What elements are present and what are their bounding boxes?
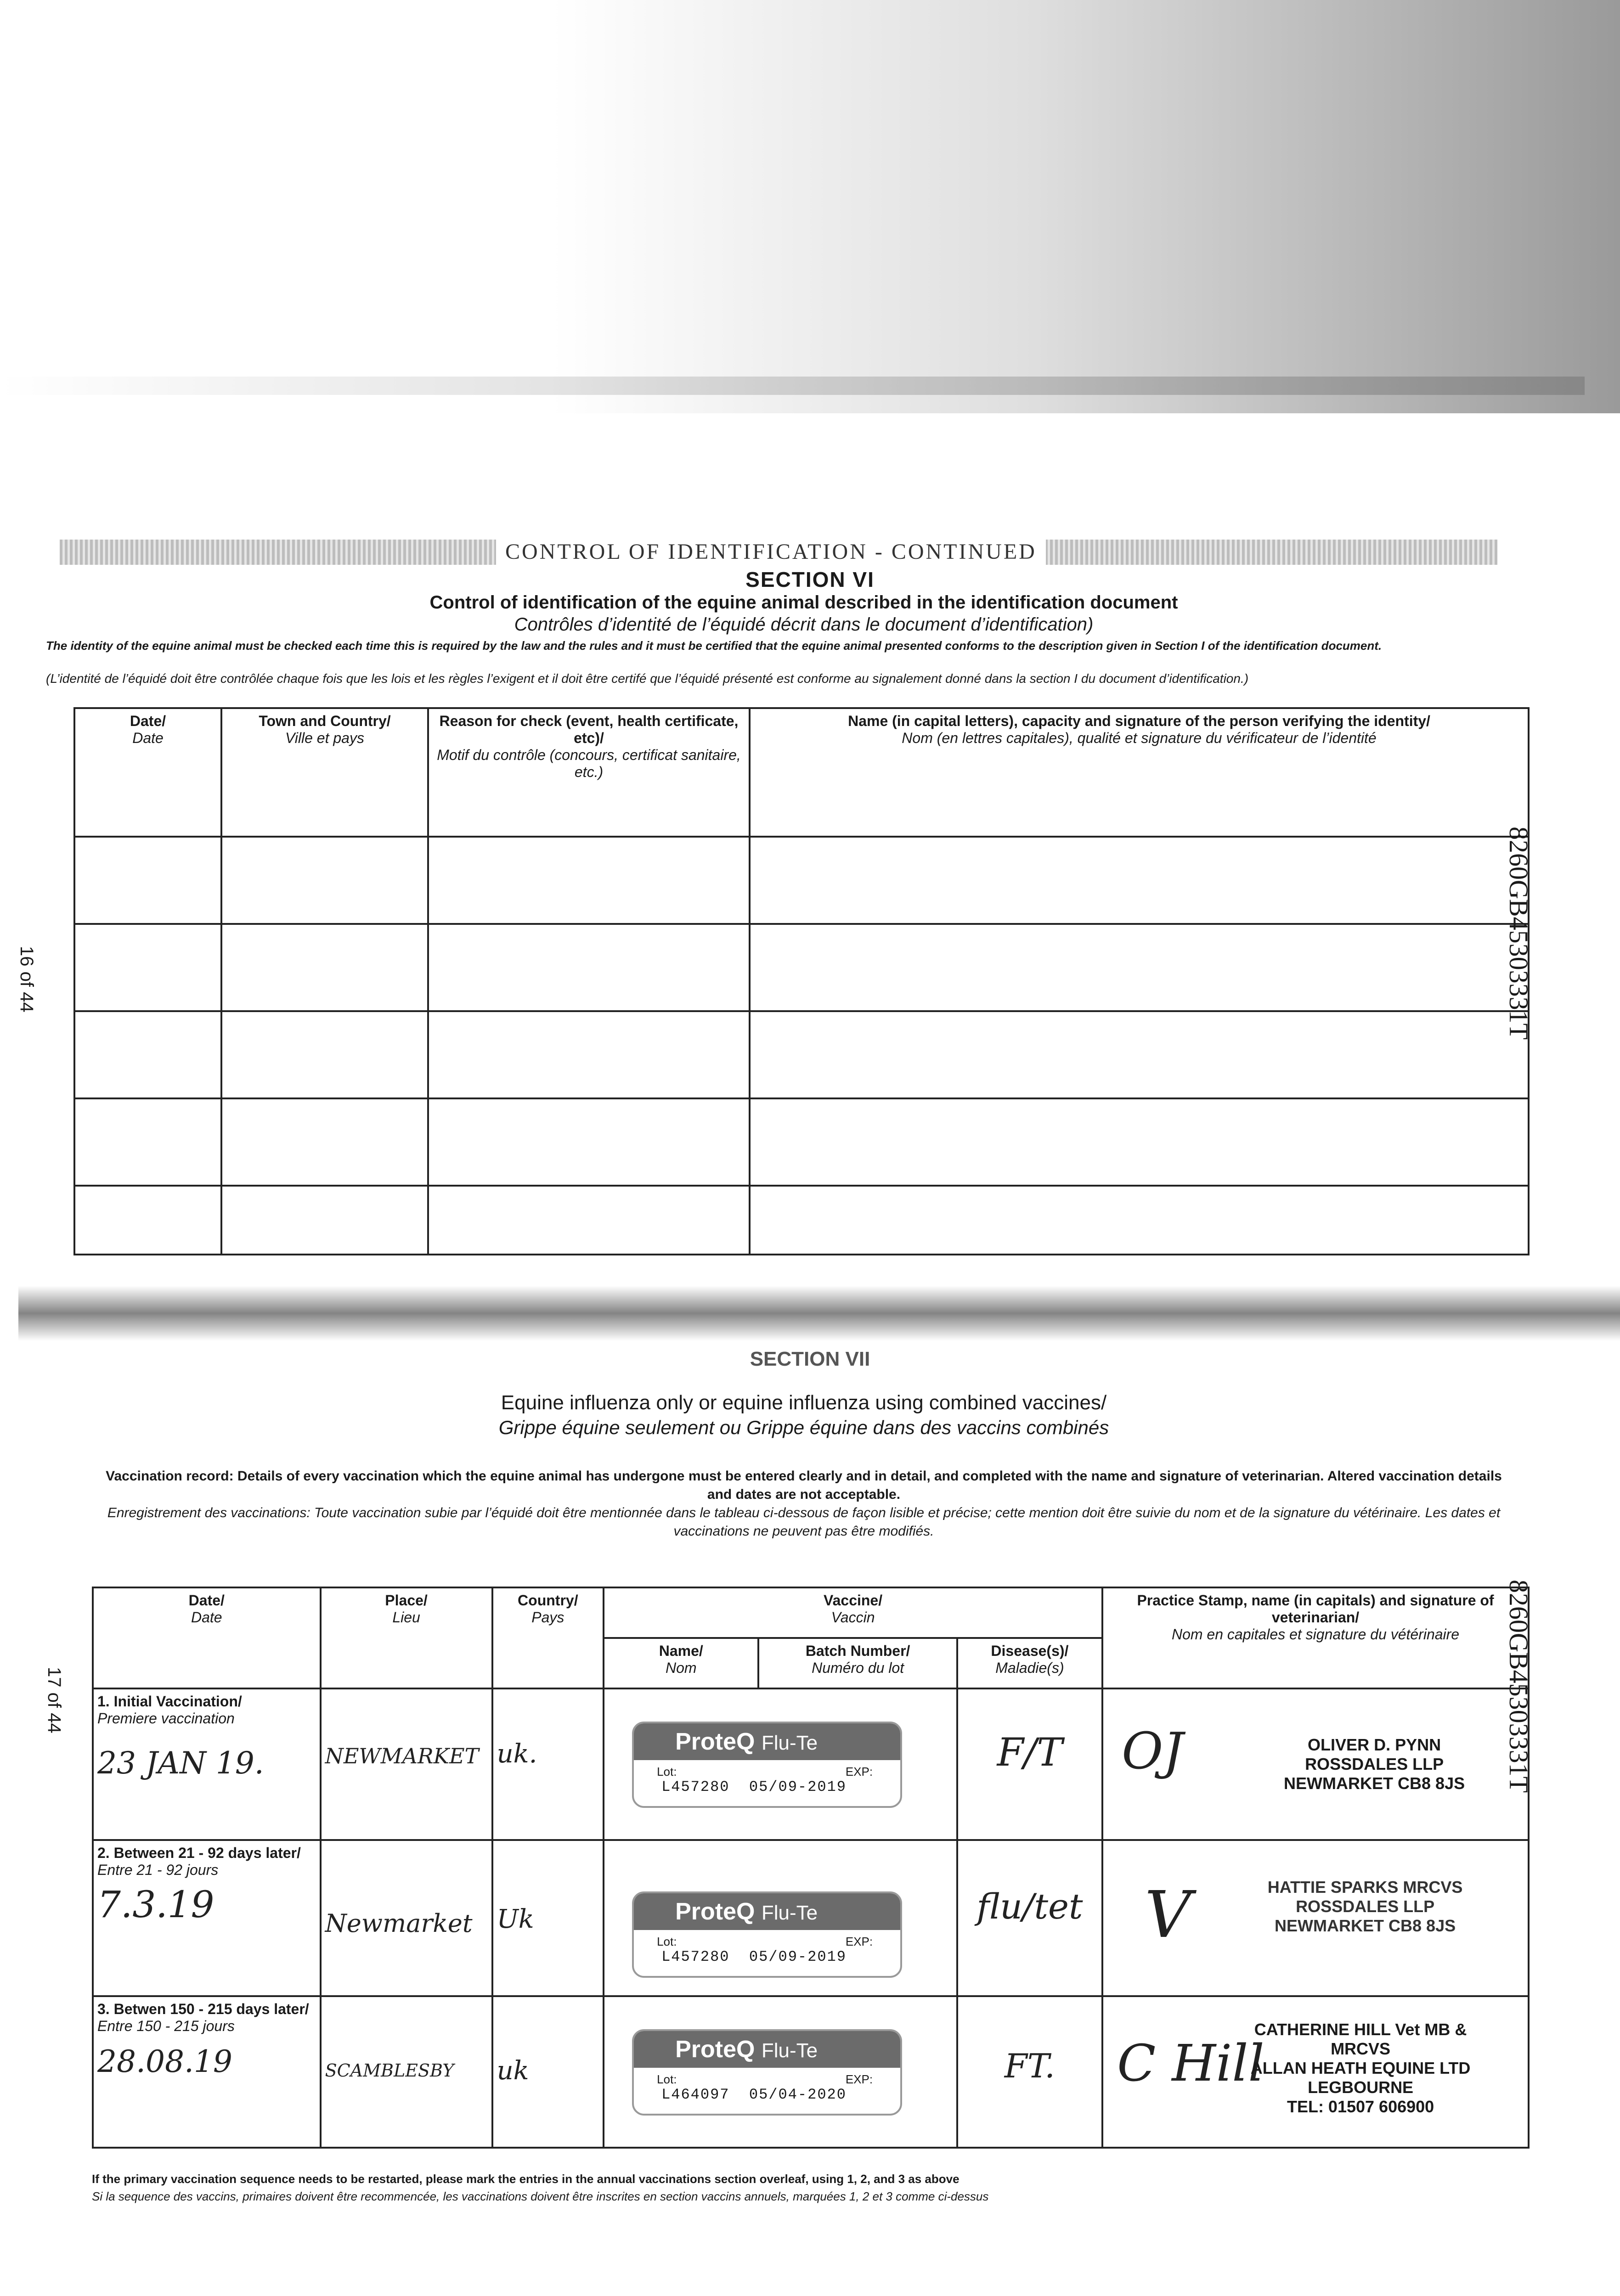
stamp-line: ROSSDALES LLP xyxy=(1296,1897,1435,1916)
s6-col-town-en: Town and Country/ xyxy=(259,713,391,729)
section6-subtitle-fr: Contrôles d’identité de l’équidé décrit dans le document d’identification) xyxy=(514,614,1094,635)
section6-subtitle-en: Control of identification of the equine animal described in the identification document xyxy=(429,592,1178,613)
row3-place: SCAMBLESBY xyxy=(325,2060,454,2081)
vaccination-row xyxy=(93,1840,1529,1996)
section6-note-fr: (L’identité de l’équidé doit être contrôlée chaque fois que les lois et les règles l’exigent et il doit être certifé que l’équidé présenté est conforme au signalement donné dans la section I du document d’identification.) xyxy=(46,671,1249,686)
row3-label-fr: Entre 150 - 215 jours xyxy=(97,2018,235,2034)
s6-col-verifier-en: Name (in capital letters), capacity and signature of the person verifying the identity/ xyxy=(848,713,1430,729)
v-col-name-fr: Nom xyxy=(665,1660,697,1676)
row1-label-fr: Premiere vaccination xyxy=(97,1710,235,1727)
v-col-vaccine-en: Vaccine/ xyxy=(824,1592,883,1609)
passport-id-upper: 8260GB45303331T xyxy=(1504,827,1534,1040)
vaccine-label-3 xyxy=(632,2029,902,2116)
s6-row xyxy=(74,1098,1529,1186)
page-number-16: 16 of 44 xyxy=(17,946,37,1013)
header-band-text: CONTROL OF IDENTIFICATION - CONTINUED xyxy=(496,538,1046,566)
vaccine-sub: Flu-Te xyxy=(761,1902,818,1924)
section6-table xyxy=(73,707,1530,1255)
s6-col-verifier-fr: Nom (en lettres capitales), qualité et signature du vérificateur de l’identité xyxy=(902,730,1377,746)
v-col-name-en: Name/ xyxy=(659,1643,703,1659)
row3-date: 28.08.19 xyxy=(97,2044,232,2079)
page-number-17: 17 of 44 xyxy=(44,1667,64,1733)
section7-record-en: Vaccination record: Details of every vaccination which the equine animal has undergone must be entered clearly and in detail, and completed with the name and signature of veterinarian. Altered vaccination details and dates are not acceptable. xyxy=(106,1469,1502,1502)
v-col-country-en: Country/ xyxy=(518,1592,578,1609)
vaccine-brand: ProteQ xyxy=(675,1728,755,1755)
s6-col-date-en: Date/ xyxy=(130,713,166,729)
s6-row xyxy=(74,837,1529,924)
stamp-line: NEWMARKET CB8 8JS xyxy=(1275,1916,1456,1935)
practice-stamp xyxy=(1227,2020,1494,2116)
vaccine-sub: Flu-Te xyxy=(761,1732,818,1754)
stamp-line: HATTIE SPARKS MRCVS xyxy=(1267,1878,1463,1896)
expiry-date: 05/09-2019 xyxy=(749,1948,847,1965)
v-col-place-en: Place/ xyxy=(385,1592,428,1609)
lot-label: Lot: xyxy=(657,1765,677,1778)
row3-disease: FT. xyxy=(1004,2047,1056,2085)
s6-col-reason-fr: Motif du contrôle (concours, certificat sanitaire, etc.) xyxy=(437,747,741,780)
section7-subtitle-fr: Grippe équine seulement ou Grippe équine dans des vaccins combinés xyxy=(498,1417,1109,1438)
row3-country: uk xyxy=(497,2056,529,2086)
stamp-line: CATHERINE HILL Vet MB & MRCVS xyxy=(1254,2020,1467,2058)
row1-label-en: 1. Initial Vaccination/ xyxy=(97,1693,242,1710)
s6-col-reason-en: Reason for check (event, health certificate, etc)/ xyxy=(439,713,739,746)
expiry-date: 05/04-2020 xyxy=(749,2086,847,2103)
scan-fold-line xyxy=(0,377,1585,395)
row2-place: Newmarket xyxy=(325,1909,473,1938)
footer-en: If the primary vaccination sequence needs to be restarted, please mark the entries in the annual vaccinations section overleaf, using 1, 2, and 3 as above xyxy=(92,2172,960,2186)
vaccine-label-1 xyxy=(632,1722,902,1808)
passport-id-lower: 8260GB45303331T xyxy=(1504,1580,1534,1793)
section7-subtitle-en: Equine influenza only or equine influenza using combined vaccines/ xyxy=(501,1391,1107,1414)
exp-label: EXP: xyxy=(845,2072,873,2086)
lot-label: Lot: xyxy=(657,2072,677,2086)
vaccination-row xyxy=(93,1996,1529,2148)
exp-label: EXP: xyxy=(845,1765,873,1778)
s6-row xyxy=(74,1011,1529,1098)
v-col-date-en: Date/ xyxy=(188,1592,225,1609)
scan-shadow-top xyxy=(551,0,1620,413)
v-col-place xyxy=(321,1587,492,1688)
row1-disease: F/T xyxy=(997,1730,1063,1775)
vaccination-row xyxy=(93,1688,1529,1840)
v-col-vaccine-fr: Vaccin xyxy=(831,1609,875,1626)
batch-number: L464097 xyxy=(661,2086,730,2103)
vaccination-table xyxy=(92,1587,1530,2149)
exp-label: EXP: xyxy=(845,1935,873,1948)
lot-label: Lot: xyxy=(657,1935,677,1948)
vaccine-brand: ProteQ xyxy=(675,1898,755,1925)
stamp-line: ROSSDALES LLP xyxy=(1305,1755,1444,1773)
v-col-date xyxy=(93,1587,321,1688)
footer-fr: Si la sequence des vaccins, primaires doivent être recommencée, les vaccinations doivent être inscrites en section vaccins annuels, marquées 1, 2 et 3 comme ci-dessus xyxy=(92,2189,989,2203)
row3-label-en: 3. Betwen 150 - 215 days later/ xyxy=(97,2001,309,2017)
vaccine-brand: ProteQ xyxy=(675,2036,755,2063)
v-col-practice xyxy=(1102,1587,1529,1688)
v-col-vaccine xyxy=(604,1587,1102,1638)
v-col-batch xyxy=(758,1638,957,1688)
row1-country: uk. xyxy=(497,1739,537,1769)
stamp-line: NEWMARKET CB8 8JS xyxy=(1284,1774,1465,1793)
expiry-date: 05/09-2019 xyxy=(749,1778,847,1795)
signature: C Hill xyxy=(1117,2034,1264,2093)
row2-label-en: 2. Between 21 - 92 days later/ xyxy=(97,1845,301,1861)
v-col-disease xyxy=(957,1638,1102,1688)
stamp-line: LEGBOURNE xyxy=(1308,2078,1414,2097)
s6-row xyxy=(74,1186,1529,1255)
s6-col-town xyxy=(221,708,428,837)
v-col-practice-fr: Nom en capitales et signature du vétérinaire xyxy=(1171,1626,1460,1643)
section7-record-fr: Enregistrement des vaccinations: Toute vaccination subie par l’équidé doit être mentionnée dans le tableau ci-dessous de façon lisible et précise; cette mention doit être suivie du nom et de la signature du vétérinaire. Les dates et vaccinations ne peuvent pas être modifiés. xyxy=(107,1505,1501,1539)
v-col-country-fr: Pays xyxy=(531,1609,564,1626)
row2-country: Uk xyxy=(497,1904,534,1934)
s6-col-town-fr: Ville et pays xyxy=(285,730,364,746)
practice-stamp xyxy=(1259,1735,1489,1793)
practice-stamp xyxy=(1241,1878,1489,1936)
v-col-disease-fr: Maladie(s) xyxy=(995,1660,1064,1676)
scan-fold-shadow xyxy=(18,1286,1620,1341)
v-col-batch-en: Batch Number/ xyxy=(805,1643,910,1659)
s6-row xyxy=(74,924,1529,1011)
row1-place: NEWMARKET xyxy=(325,1744,479,1768)
v-col-place-fr: Lieu xyxy=(392,1609,420,1626)
signature: OJ xyxy=(1122,1722,1184,1780)
section6-title: SECTION VI xyxy=(745,568,875,591)
vaccine-sub: Flu-Te xyxy=(761,2039,818,2062)
v-col-disease-en: Disease(s)/ xyxy=(991,1643,1069,1659)
s6-col-reason xyxy=(428,708,750,837)
v-col-name xyxy=(604,1638,758,1688)
batch-number: L457280 xyxy=(661,1948,730,1965)
s6-col-date-fr: Date xyxy=(132,730,164,746)
row2-date: 7.3.19 xyxy=(97,1883,214,1926)
stamp-line: ALLAN HEATH EQUINE LTD xyxy=(1250,2059,1471,2077)
v-col-country xyxy=(492,1587,604,1688)
batch-number: L457280 xyxy=(661,1778,730,1795)
row2-label-fr: Entre 21 - 92 jours xyxy=(97,1862,219,1878)
section7-title: SECTION VII xyxy=(750,1348,870,1370)
stamp-line: TEL: 01507 606900 xyxy=(1287,2097,1434,2116)
row1-date: 23 JAN 19. xyxy=(97,1745,264,1781)
section6-note-en: The identity of the equine animal must be checked each time this is required by the law and the rules and it must be certified that the equine animal presented conforms to the description given in Section I of the identification document. xyxy=(46,639,1382,653)
v-col-practice-en: Practice Stamp, name (in capitals) and signature of veterinarian/ xyxy=(1137,1592,1494,1626)
v-col-date-fr: Date xyxy=(191,1609,222,1626)
v-col-batch-fr: Numéro du lot xyxy=(812,1660,904,1676)
row2-disease: flu/tet xyxy=(977,1886,1083,1927)
s6-col-date xyxy=(74,708,221,837)
s6-col-verifier xyxy=(750,708,1529,837)
vaccine-label-2 xyxy=(632,1891,902,1978)
signature: V xyxy=(1145,1878,1191,1953)
stamp-line: OLIVER D. PYNN xyxy=(1308,1735,1441,1754)
